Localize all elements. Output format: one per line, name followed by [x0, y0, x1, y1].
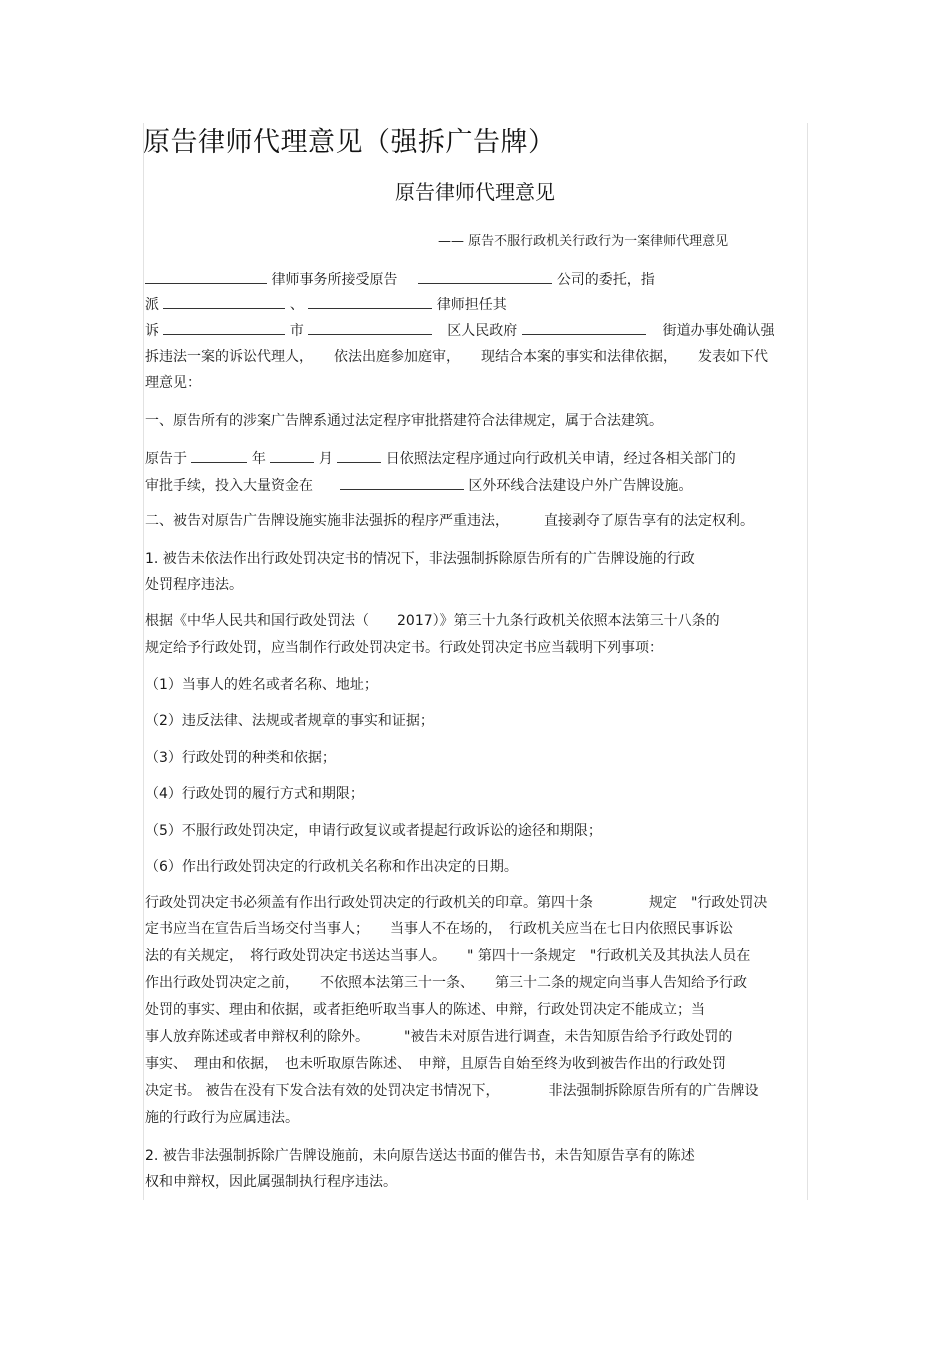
intro-line-3 — [145, 322, 775, 339]
law-line-2: 规定给予行政处罚，应当制作行政处罚决定书。行政处罚决定书应当载明下列事项： — [145, 640, 663, 656]
blank-field — [163, 322, 285, 335]
blank-field — [163, 296, 285, 309]
blank-field — [522, 322, 646, 335]
intro-text: 诉 — [145, 323, 159, 339]
section-2-heading: 二、被告对原告广告牌设施实施非法强拆的程序严重违法， 直接剥夺了原告享有的法定权利。 — [145, 513, 754, 529]
intro-text: 区人民政府 — [447, 323, 518, 339]
intro-text: 市 — [289, 323, 304, 339]
intro-line-5: 理意见： — [145, 375, 201, 391]
section-text: 区外环线合法建设户外广告牌设施。 — [468, 478, 693, 494]
blank-field — [418, 271, 552, 284]
document-title: 原告律师代理意见（强拆广告牌） — [143, 127, 556, 158]
blank-field — [308, 296, 432, 309]
law-line-1: 根据《中华人民共和国行政处罚法（ 2017）》第三十九条行政机关依照本法第三十八条的 — [145, 613, 720, 629]
subtitle: —— 原告不服行政机关行政行为一案律师代理意见 — [438, 234, 729, 249]
para-line: 定书应当在宣告后当场交付当事人； 当事人不在场的， 行政机关应当在七日内依照民事诉讼 — [145, 921, 733, 937]
item-2-line-1: 2. 被告非法强制拆除广告牌设施前，未向原告送达书面的催告书，未告知原告享有的陈述 — [145, 1148, 695, 1164]
intro-line-4: 拆违法一案的诉讼代理人， 依法出庭参加庭审， 现结合本案的事实和法律依据， 发表如下代 — [145, 349, 768, 365]
blank-field — [340, 477, 464, 490]
list-item: （4）行政处罚的履行方式和期限； — [145, 786, 364, 802]
section-text: 原告于 — [145, 451, 187, 467]
item-2-line-2: 权和申辩权，因此属强制执行程序违法。 — [145, 1174, 397, 1190]
intro-text: 街道办事处确认强 — [662, 323, 775, 339]
section-1-para-line-1 — [145, 450, 736, 467]
list-item: （2）违反法律、法规或者规章的事实和证据； — [145, 713, 434, 729]
section-text: 日依照法定程序通过向行政机关申请，经过各相关部门的 — [385, 451, 736, 467]
intro-text: 律师担任其 — [436, 297, 507, 313]
section-1-heading: 一、原告所有的涉案广告牌系通过法定程序审批搭建符合法律规定，属于合法建筑。 — [145, 413, 663, 429]
item-1-line-2: 处罚程序违法。 — [145, 577, 243, 593]
list-item: （5）不服行政处罚决定，申请行政复议或者提起行政诉讼的途径和期限； — [145, 823, 602, 839]
blank-field — [191, 450, 247, 463]
blank-field — [270, 450, 314, 463]
blank-field — [145, 271, 267, 284]
center-title: 原告律师代理意见 — [395, 180, 555, 204]
intro-text: 公司的委托，指 — [556, 272, 655, 288]
section-1-para-line-2 — [145, 477, 692, 494]
intro-text: 、 — [289, 297, 304, 313]
intro-line-2 — [145, 296, 507, 313]
list-item: （1）当事人的姓名或者名称、地址； — [145, 677, 378, 693]
para-line: 处罚的事实、理由和依据，或者拒绝听取当事人的陈述、申辩，行政处罚决定不能成立；当 — [145, 1002, 705, 1018]
intro-line-1 — [145, 271, 655, 288]
para-line: 事人放弃陈述或者申辩权利的除外。 "被告未对原告进行调查，未告知原告给予行政处罚的 — [145, 1029, 733, 1045]
section-text: 年 — [251, 451, 266, 467]
list-item: （3）行政处罚的种类和依据； — [145, 750, 336, 766]
section-text: 月 — [318, 451, 333, 467]
blank-field — [337, 450, 381, 463]
para-line: 施的行政行为应属违法。 — [145, 1110, 299, 1126]
para-line: 作出行政处罚决定之前， 不依照本法第三十一条、 第三十二条的规定向当事人告知给予行政 — [145, 975, 747, 991]
list-item: （6）作出行政处罚决定的行政机关名称和作出决定的日期。 — [145, 859, 518, 875]
intro-text: 律师事务所接受原告 — [271, 272, 398, 288]
item-1-line-1: 1. 被告未依法作出行政处罚决定书的情况下，非法强制拆除原告所有的广告牌设施的行政 — [145, 551, 695, 567]
para-line: 行政处罚决定书必须盖有作出行政处罚决定的行政机关的印章。第四十条 规定 "行政处罚决 — [145, 895, 768, 911]
intro-text: 派 — [145, 297, 159, 313]
section-text: 审批手续，投入大量资金在 — [145, 478, 313, 494]
para-line: 事实、 理由和依据， 也未听取原告陈述、 申辩，且原告自始至终为收到被告作出的行政处罚 — [145, 1056, 726, 1072]
para-line: 决定书。 被告在没有下发合法有效的处罚决定书情况下， 非法强制拆除原告所有的广告牌设 — [145, 1083, 759, 1099]
blank-field — [308, 322, 432, 335]
para-line: 法的有关规定， 将行政处罚决定书送达当事人。 " 第四十一条规定 "行政机关及其执法人员在 — [145, 948, 751, 964]
